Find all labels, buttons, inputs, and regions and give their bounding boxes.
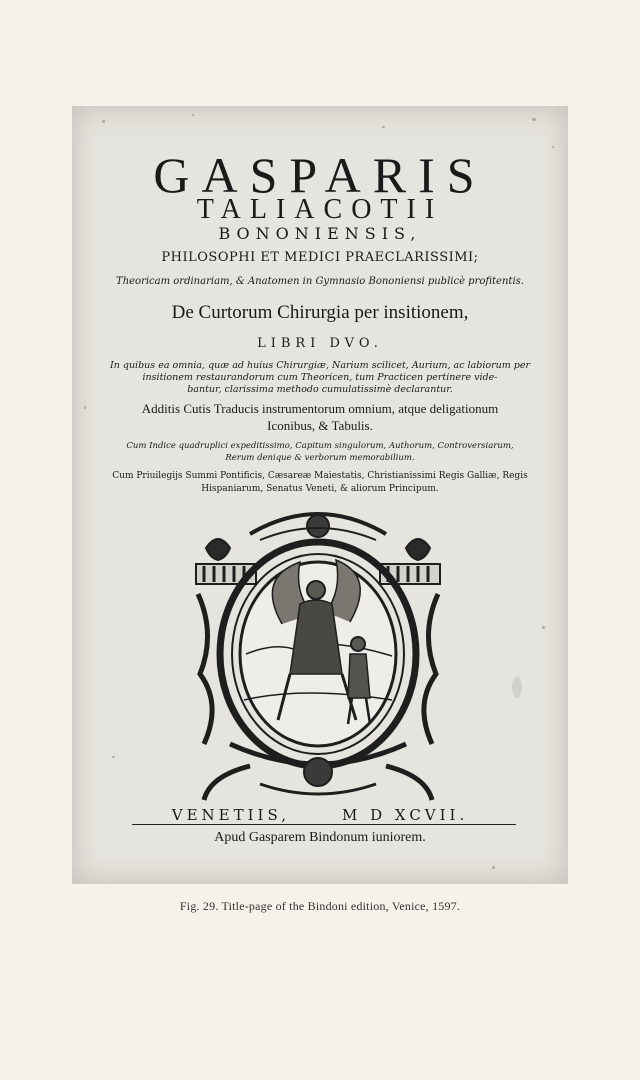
additions-block — [72, 400, 568, 434]
figure-caption: Fig. 29. Title-page of the Bindoni edition, Venice, 1597. — [179, 899, 461, 913]
books-count: LIBRI DVO. — [257, 336, 383, 351]
imprint-line — [72, 806, 568, 824]
author-origin: BONONIENSIS, — [218, 224, 422, 243]
privilege-line: Cum Priuilegijs Summi Pontificis, Cæsareæ Maiestatis, Christianissimi Regis Galliæ, Regis — [112, 471, 528, 481]
work-title: De Curtorum Chirurgia per insitionem, — [171, 302, 469, 323]
description-line: insitionem restaurandorum cum Theoricen, tum Practicen pertinere vide- — [142, 372, 498, 383]
index-line: Rerum denique & verborum memorabilium. — [225, 453, 415, 463]
author-first-name: GASPARIS — [153, 147, 487, 203]
author-surname: TALIACOTII — [196, 194, 444, 225]
title-page-plate — [72, 106, 568, 884]
author-titles: PHILOSOPHI ET MEDICI PRAECLARISSIMI; — [161, 250, 479, 265]
author-position: Theoricam ordinariam, & Anatomen in Gymnasio Bononiensi publicè profitentis. — [116, 276, 524, 287]
description-line: bantur, clarissima methodo cumulatissimè declarantur. — [187, 384, 453, 395]
additions-line: Additis Cutis Traducis instrumentorum omnium, atque deligationum — [141, 401, 499, 416]
imprint-rule — [132, 824, 516, 825]
imprint-printer: Apud Gasparem Bindonum iuniorem. — [214, 830, 426, 845]
privilege-line: Hispaniarum, Senatus Veneti, & aliorum Principum. — [201, 484, 439, 494]
privilege-block — [72, 470, 568, 496]
index-block — [72, 440, 568, 464]
description-block — [72, 360, 568, 396]
index-line: Cum Indice quadruplici expeditissimo, Capitum singulorum, Authorum, Controversiarum, — [126, 441, 514, 451]
printers-device-woodcut — [190, 504, 446, 804]
imprint-year: M D XCVII. — [341, 806, 469, 824]
additions-line: Iconibus, & Tabulis. — [267, 418, 373, 433]
imprint-place: VENETIIS, — [171, 806, 290, 824]
description-line: In quibus ea omnia, quæ ad huius Chirurgiæ, Narium scilicet, Aurium, ac labiorum per — [109, 360, 531, 371]
